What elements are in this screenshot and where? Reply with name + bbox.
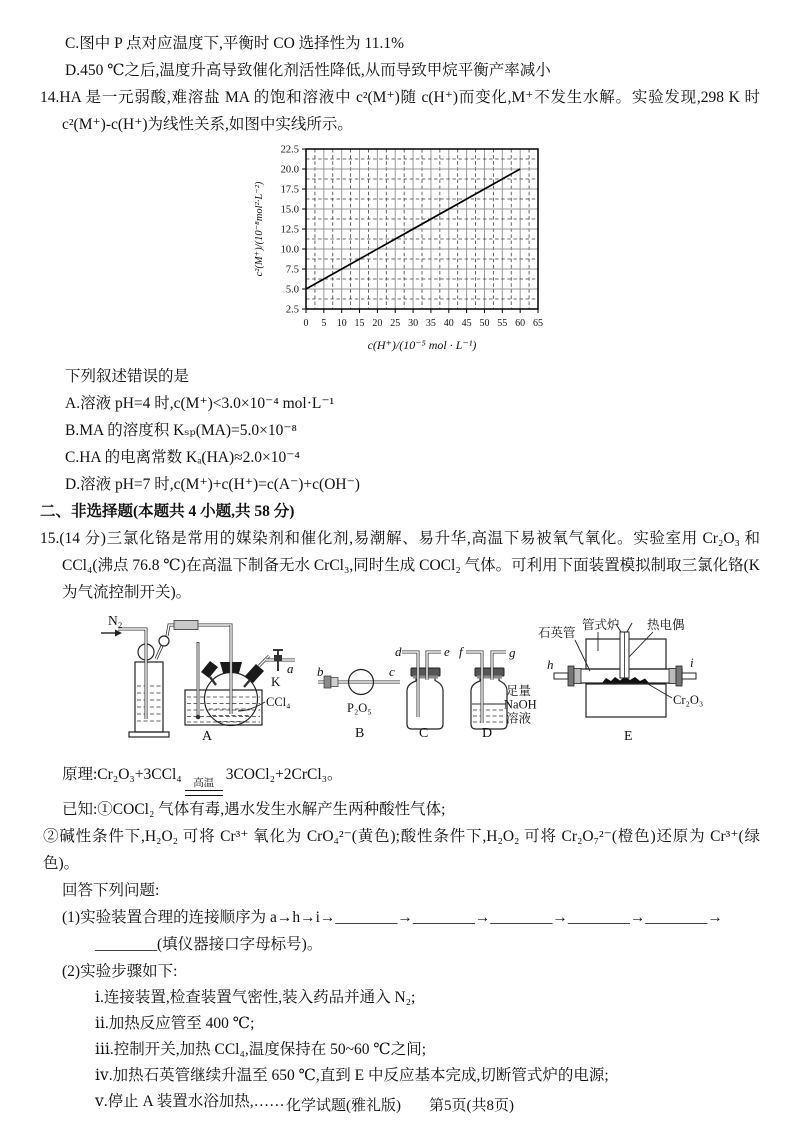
principle-prefix: 原理:Cr₂O₃+3CCl₄ (62, 766, 182, 783)
apparatus-d-label: D (482, 726, 493, 741)
svg-text:30: 30 (408, 318, 419, 329)
step-v: ⅴ.停止 A 装置水浴加热,…… (95, 1093, 285, 1110)
svg-text:10.0: 10.0 (280, 244, 299, 256)
section2-subtitle: (本题共 4 小题,共 58 分) (133, 503, 295, 520)
cr2o3-leader (648, 684, 672, 698)
q13-option-d: D.450 ℃之后,温度升高导致催化剂活性降低,从而导致甲烷平衡产率减小 (65, 62, 551, 79)
inlet-tube (118, 629, 146, 719)
thermometer-bulb (196, 715, 201, 720)
svg-text:22.5: 22.5 (280, 144, 299, 156)
svg-text:10: 10 (336, 318, 347, 329)
right-stopper (245, 664, 264, 683)
q14-number: 14. (40, 89, 60, 106)
q13-option-c: C.图中 P 点对应温度下,平衡时 CO 选择性为 11.1% (65, 35, 405, 52)
p2o5-label: P₂O₅ (347, 701, 372, 715)
svg-text:12.5: 12.5 (280, 224, 299, 236)
n2-arrow-head (115, 630, 122, 637)
thermocouple-wire-right (627, 623, 632, 632)
naoh-liquid (473, 710, 505, 722)
left-connector-inner (574, 669, 581, 684)
condition-text: 高温 (193, 778, 215, 789)
svg-text:c²(M⁺)/(10⁻⁸mol²·L⁻²): c²(M⁺)/(10⁻⁸mol²·L⁻²) (254, 181, 265, 277)
step-i: ⅰ.连接装置,检查装置气密性,装入药品并通入 N₂; (95, 989, 416, 1006)
q14-option-d: D.溶液 pH=7 时,c(M⁺)+c(H⁺)=c(A⁻)+c(OH⁻) (65, 476, 360, 493)
q14-stem (40, 84, 760, 138)
left-connector-outer (568, 666, 574, 686)
thermocouple-leader (629, 632, 653, 657)
q14-option-c: C.HA 的电离常数 Kₐ(HA)≈2.0×10⁻⁴ (65, 449, 300, 466)
svg-text:50: 50 (479, 318, 490, 329)
cr2o3-label: Cr₂O₃ (673, 693, 704, 707)
footer-page-number: 第5页(共8页) (429, 1098, 514, 1114)
svg-text:35: 35 (425, 318, 436, 329)
section2-header (40, 498, 760, 525)
joint-collar (324, 676, 331, 688)
q14-option-a: A.溶液 pH=4 时,c(M⁺)<3.0×10⁻⁴ mol·L⁻¹ (65, 395, 335, 412)
port-a-label: a (287, 661, 294, 676)
svg-text:2.5: 2.5 (285, 304, 299, 316)
step-ii: ⅱ.加热反应管至 400 ℃; (95, 1015, 255, 1032)
bottle-d-inlet-tube (466, 652, 482, 723)
ccl4-label: CCl₄ (266, 695, 291, 709)
q14-prompt: 下列叙述错误的是 (65, 368, 190, 385)
line-chart (250, 142, 580, 354)
port-g-label: g (509, 645, 516, 660)
q15-stem-text: (14 分)三氯化铬是常用的媒染剂和催化剂,易潮解、易升华,高温下易被氧气氧化。实验室用 Cr₂O₃ 和 CCl₄(沸点 76.8 ℃)在高温下制备无水 CrCl₃,同时生成 COCl₂ 气体。可利用下面装置模拟制取三氯化铬(K 为气流控制开关)。 (59, 530, 760, 601)
svg-text:c(H⁺)/(10⁻⁵ mol · L⁻¹): c(H⁺)/(10⁻⁵ mol · L⁻¹) (367, 338, 477, 352)
svg-text:60: 60 (515, 318, 526, 329)
right-connector-outer (676, 666, 682, 686)
q14-chart-figure (250, 142, 760, 359)
svg-text:5: 5 (321, 318, 327, 329)
gas-bottle-d (471, 675, 507, 729)
svg-text:20.0: 20.0 (280, 164, 299, 176)
gas-bottle-c (407, 675, 443, 729)
stopcock-valve (274, 655, 282, 661)
svg-text:40: 40 (443, 318, 454, 329)
svg-text:65: 65 (533, 318, 543, 329)
step-iv: ⅳ.加热石英管继续升温至 650 ℃,直到 E 中反应基本完成,切断管式炉的电源; (95, 1067, 609, 1084)
valve-k-label: K (271, 674, 281, 689)
quartz-tube-leader (575, 640, 590, 671)
furnace-bottom-block (586, 684, 666, 717)
naoh-label-3: 溶液 (506, 711, 532, 726)
svg-text:25: 25 (390, 318, 401, 329)
bottle-d-cap (475, 668, 504, 676)
known-2: ②碱性条件下,H₂O₂ 可将 Cr³⁺ 氧化为 CrO₄²⁻(黄色);酸性条件下,H₂O₂ 可将 Cr₂O₇²⁻(橙色)还原为 Cr³⁺(绿色)。 (43, 828, 760, 872)
q15-number: 15. (40, 530, 60, 547)
apparatus-diagram (98, 608, 746, 754)
tube-sleeve (174, 621, 198, 630)
q15-apparatus-figure (98, 608, 760, 759)
svg-text:20: 20 (372, 318, 383, 329)
gas-cylinder (135, 662, 163, 732)
stub-i (682, 673, 696, 679)
svg-text:55: 55 (497, 318, 508, 329)
thermocouple-label: 热电偶 (647, 618, 685, 632)
svg-text:7.5: 7.5 (285, 264, 299, 276)
answer-prompt: 回答下列问题: (62, 882, 160, 899)
q15-1-line2: ________(填仪器接口字母标号)。 (95, 936, 323, 953)
port-f-label: f (459, 644, 463, 659)
principle-suffix: 3COCl₂+2CrCl₃。 (225, 766, 343, 783)
port-d-label: d (395, 644, 402, 659)
cylinder-base (129, 732, 169, 737)
apparatus-c-label: C (419, 726, 429, 741)
port-c-label: c (389, 664, 395, 679)
known-1: 已知:①COCl₂ 气体有毒,遇水发生水解产生两种酸性气体; (62, 801, 446, 818)
svg-text:0: 0 (303, 318, 309, 329)
svg-text:15: 15 (354, 318, 365, 329)
svg-text:17.5: 17.5 (280, 184, 299, 196)
step-iii: ⅲ.控制开关,加热 CCl₄,温度保持在 50~60 ℃之间; (95, 1041, 427, 1058)
naoh-label-1: 足量 (506, 684, 532, 698)
n2-label: N₂ (108, 613, 123, 628)
naoh-label-2: NaOH (504, 697, 537, 712)
apparatus-a-label: A (202, 729, 213, 744)
port-b-label: b (317, 664, 324, 679)
page-footer (0, 1094, 800, 1115)
section2-title: 二、非选择题 (40, 503, 134, 520)
svg-text:15.0: 15.0 (280, 204, 299, 216)
bubble-counter (159, 636, 169, 646)
q14-option-b: B.MA 的溶度积 Kₛₚ(MA)=5.0×10⁻⁸ (65, 422, 297, 439)
quartz-tube-label: 石英管 (538, 626, 576, 640)
left-stopper (201, 661, 218, 678)
right-connector-inner (669, 669, 676, 684)
stub-h (554, 673, 568, 679)
port-i-label: i (690, 655, 694, 670)
q15-stem (40, 525, 760, 606)
apparatus-b-label: B (355, 726, 365, 741)
reaction-condition (185, 778, 223, 796)
apparatus-e-label: E (624, 729, 633, 744)
principle-line (40, 761, 760, 796)
svg-text:45: 45 (461, 318, 472, 329)
q15-2-intro: (2)实验步骤如下: (62, 963, 178, 980)
footer-title: 化学试题(雅礼版) (286, 1098, 401, 1114)
port-e-label: e (444, 644, 450, 659)
q15-1-line1: (1)实验装置合理的连接顺序为 a→h→i→________→________→________→________→________→ (62, 909, 723, 926)
cylinder-liquid (137, 686, 161, 721)
q14-stem-text: HA 是一元弱酸,难溶盐 MA 的饱和溶液中 c²(M⁺)随 c(H⁺)而变化,M⁺不发生水解。实验发现,298 K 时 c²(M⁺)-c(H⁺)为线性关系,如图中实线所示。 (59, 89, 760, 133)
tube-furnace-label: 管式炉 (582, 618, 620, 632)
svg-text:5.0: 5.0 (285, 284, 299, 296)
port-h-label: h (547, 657, 554, 672)
right-neck (244, 680, 250, 687)
